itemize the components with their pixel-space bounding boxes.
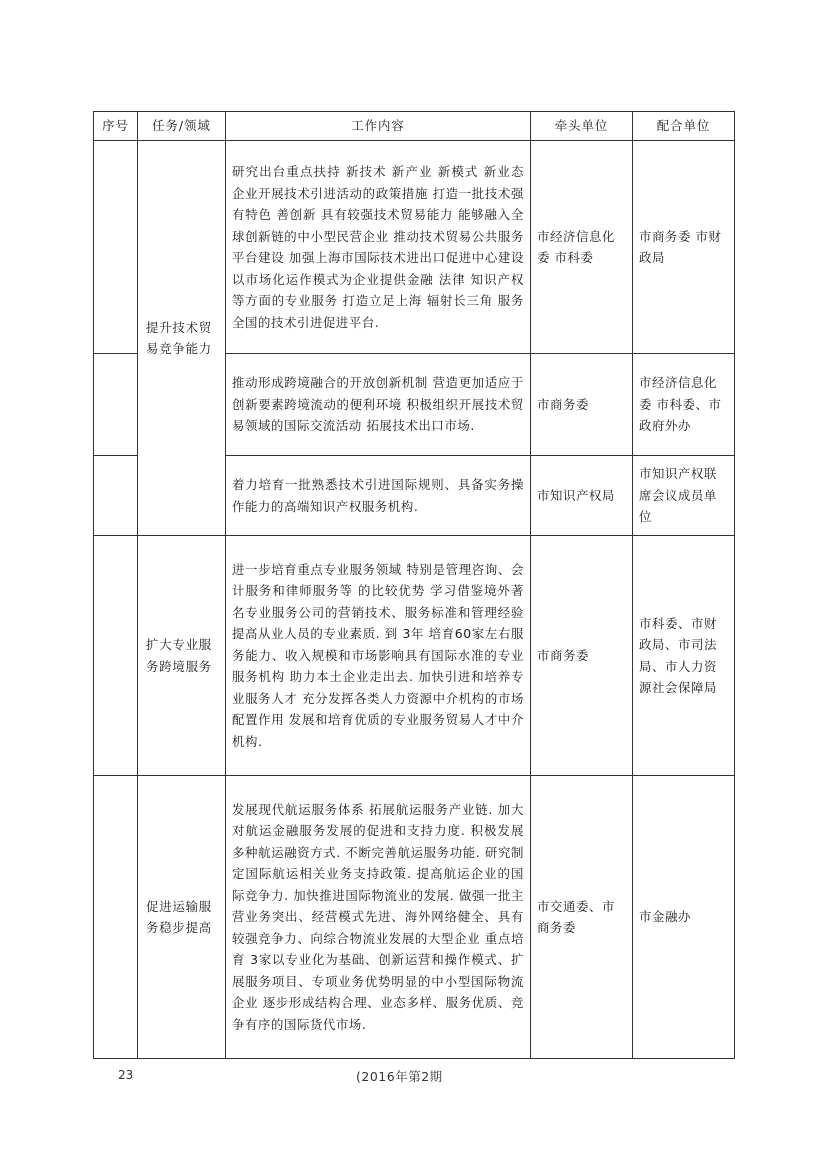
content-cell: 研究出台重点扶持 新技术 新产业 新模式 新业态 企业开展技术引进活动的政策措施 打造一批技术强 有特色 善创新 具有较强技术贸易能力 能够融入全球创新链的中小型民营企业 推动技术贸易公共服务平台建设 加强上海市国际技术进出口促进中心建设 以市场化运作模式为企业提供金融 法律 知识产权等方面的专业服务 打造立足上海 辐射长三角 服务全国的技术引进促进平台. [226,141,531,354]
seq-cell [94,141,138,354]
table-row [94,776,735,1059]
coop-cell: 市科委、市财政局、市司法局、市人力资源社会保障局 [633,536,735,776]
table-row [94,536,735,776]
seq-cell [94,536,138,776]
page-number: 23 [118,1068,134,1082]
lead-cell: 市知识产权局 [531,456,633,536]
content-cell: 着力培育一批熟悉技术引进国际规则、具备实务操作能力的高端知识产权服务机构. [226,456,531,536]
coop-cell: 市金融办 [633,776,735,1059]
content-cell: 进一步培育重点专业服务领域 特别是管理咨询、会计服务和律师服务等 的比较优势 学习借鉴境外著名专业服务公司的营销技术、服务标准和管理经验 提高从业人员的专业素质. 到 3年 培育60家左右服务能力、收入规模和市场影响具有国际水准的专业服务机构 助力本土企业走出去. 加快引进和培养专业服务人才 充分发挥各类人力资源中介机构的市场配置作用 发展和培育优质的专业服务贸易人才中介机构. [226,536,531,776]
lead-cell: 市交通委、市商务委 [531,776,633,1059]
content-cell: 推动形成跨境融合的开放创新机制 营造更加适应于创新要素跨境流动的便利环境 积极组织开展技术贸易领域的国际交流活动 拓展技术出口市场. [226,354,531,456]
header-field: 任务/领域 [138,112,226,141]
header-seq: 序号 [94,112,138,141]
seq-cell [94,456,138,536]
content-cell: 发展现代航运服务体系 拓展航运服务产业链. 加大对航运金融服务发展的促进和支持力度. 积极发展多种航运融资方式. 不断完善航运服务功能. 研究制定国际航运相关业务支持政策. 提高航运企业的国际竞争力. 加快推进国际物流业的发展. 做强一批主营业务突出、经营模式先进、海外网络健全、具有较强竞争力、向综合物流业发展的大型企业 重点培育 3家以专业化为基础、创新运营和操作模式、扩展服务项目、专项业务优势明显的中小型国际物流企业 逐步形成结构合理、业态多样、服务优质、竞争有序的国际货代市场. [226,776,531,1059]
field-cell: 扩大专业服务跨境服务 [138,536,226,776]
issue-label: (2016年第2期 [356,1069,443,1084]
seq-cell [94,354,138,456]
task-table [93,111,735,1059]
lead-cell: 市经济信息化委 市科委 [531,141,633,354]
coop-cell: 市经济信息化委 市科委、市政府外办 [633,354,735,456]
header-content: 工作内容 [226,112,531,141]
table-row [94,141,735,354]
lead-cell: 市商务委 [531,354,633,456]
header-coop: 配合单位 [633,112,735,141]
coop-cell: 市商务委 市财政局 [633,141,735,354]
field-cell: 促进运输服务稳步提高 [138,776,226,1059]
lead-cell: 市商务委 [531,536,633,776]
seq-cell [94,776,138,1059]
field-cell: 提升技术贸易竞争能力 [138,141,226,536]
coop-cell: 市知识产权联席会议成员单位 [633,456,735,536]
header-lead: 牵头单位 [531,112,633,141]
header-row [94,112,735,141]
